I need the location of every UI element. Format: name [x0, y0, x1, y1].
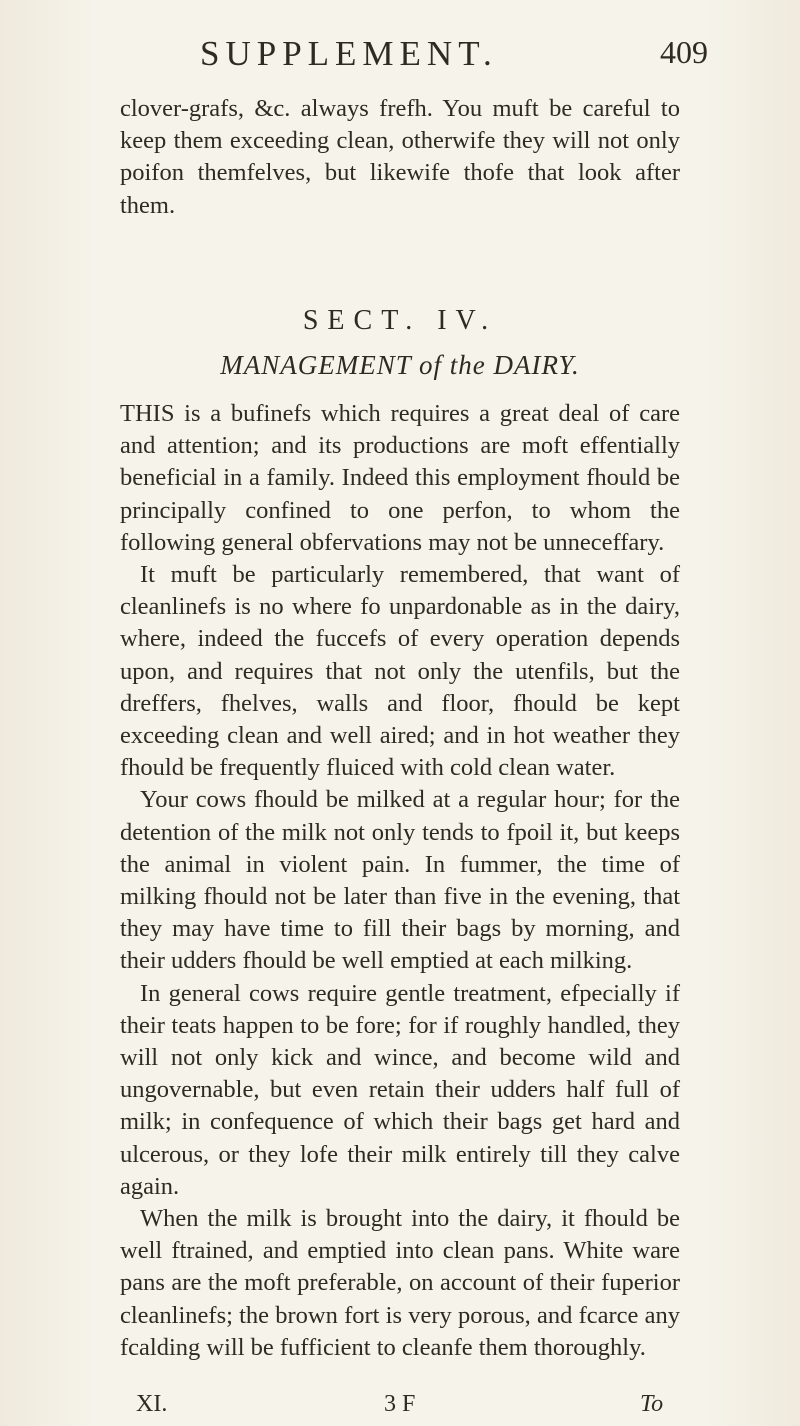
signature-mark: 3 F: [384, 1391, 416, 1417]
catchword: To: [640, 1391, 664, 1417]
section-heading: SECT. IV.: [302, 305, 498, 336]
running-head: SUPPLEMENT.: [200, 34, 498, 73]
paragraph: When the milk is brought into the dairy, it fhould be well ftrained, and emptied into clean pans. White ware pans are the moft preferable, on account of their fuperior cleanlinefs; the brown fort is very porous, and fcarce any fcalding will be fufficient to cleanfe them thoroughly.: [120, 1205, 680, 1361]
paragraph: Your cows fhould be milked at a regular hour; for the detention of the milk not only tends to fpoil it, but keeps the animal in violent pain. In fummer, the time of milking fhould not be later than five in the evening, that they may have time to fill their bags by morning, and their udders fhould be well emptied at each milking.: [120, 786, 680, 975]
paragraph: In general cows require gentle treatment, efpecially if their teats happen to be fore; for if roughly handled, they will not only kick and wince, and become wild and ungovernable, but even retain their udders half full of milk; in confequence of which their bags get hard and ulcerous, or they lofe their milk entirely till they calve again.: [120, 979, 680, 1200]
paragraph: THIS is a bufinefs which requires a great deal of care and attention; and its productions are moft effentially beneficial in a family. Indeed this employment fhould be principally confined to one perfon, to whom the following general obfervations may not be unneceffary.: [120, 400, 680, 556]
page-number: 409: [660, 34, 708, 70]
volume-marker: XI.: [136, 1391, 168, 1417]
section-body: [120, 398, 680, 1364]
paragraph: It muft be particularly remembered, that want of cleanlinefs is no where fo unpardonable as in the dairy, where, indeed the fuccefs of every operation depends upon, and requires that not only the utenfils, but the dreffers, fhelves, walls and floor, fhould be kept exceeding clean and well aired; and in hot weather they fhould be frequently fluiced with cold clean water.: [120, 561, 680, 782]
continuation-paragraph: clover-grafs, &c. always frefh. You muft be careful to keep them exceeding clean, otherwife they will not only poifon themfelves, but likewife thofe that look after them.: [120, 95, 680, 219]
section-subtitle: MANAGEMENT of the DAIRY.: [220, 350, 580, 380]
